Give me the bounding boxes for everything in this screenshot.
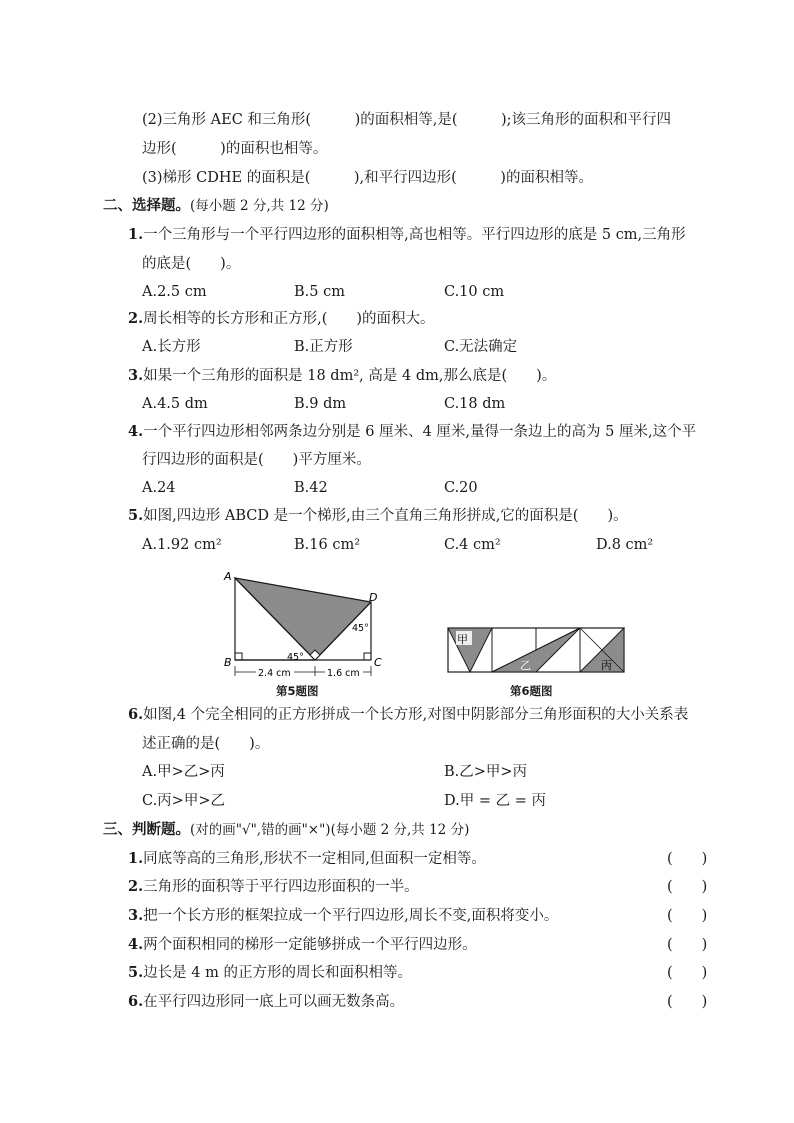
- q-text: 如果一个三角形的面积是 18 dm², 高是 4 dm,那么底是( )。: [143, 368, 557, 384]
- choice-q1-line2: 的底是( )。: [142, 256, 241, 272]
- option[interactable]: C.10 cm: [444, 284, 505, 300]
- q-num: 1.: [128, 226, 144, 243]
- label-yi: 乙: [520, 659, 531, 672]
- choice-q6-line2: 述正确的是( )。: [142, 736, 270, 752]
- q-text: 同底等高的三角形,形状不一定相同,但面积一定相等。: [143, 851, 486, 867]
- section3-header: [103, 820, 469, 840]
- choice-q6-line1: [128, 705, 688, 725]
- right-angle-mark: [364, 653, 371, 660]
- figure-6-caption: 第6题图: [510, 684, 553, 698]
- answer-paren[interactable]: ( ): [667, 879, 708, 895]
- option[interactable]: A.2.5 cm: [142, 284, 207, 300]
- answer-paren[interactable]: ( ): [667, 965, 708, 981]
- figure-5: [218, 568, 390, 680]
- label-c: C: [374, 656, 382, 669]
- option[interactable]: C.20: [444, 480, 478, 496]
- option[interactable]: A.1.92 cm²: [142, 537, 222, 553]
- angle-label: 45°: [352, 623, 369, 634]
- choice-q5-line1: [128, 506, 628, 526]
- q-text: 边长是 4 m 的正方形的周长和面积相等。: [143, 965, 412, 981]
- judge-q2: [128, 877, 419, 897]
- judge-q4: [128, 935, 477, 955]
- judge-q6: [128, 992, 404, 1012]
- q-text: 一个三角形与一个平行四边形的面积相等,高也相等。平行四边形的底是 5 cm,三角形: [143, 227, 686, 243]
- label-a: A: [224, 570, 232, 583]
- angle-label: 45°: [287, 652, 304, 663]
- q3-line: (3)梯形 CDHE 的面积是( ),和平行四边形( )的面积相等。: [142, 170, 593, 186]
- q-num: 1.: [128, 850, 144, 867]
- q-num: 4.: [128, 423, 144, 440]
- q-num: 2.: [128, 310, 144, 327]
- option[interactable]: A.4.5 dm: [142, 396, 208, 412]
- q2-line2: 边形( )的面积也相等。: [142, 141, 328, 157]
- option[interactable]: C.18 dm: [444, 396, 506, 412]
- choice-q1-line1: [128, 225, 686, 245]
- section2-hint: (每小题 2 分,共 12 分): [190, 198, 329, 214]
- option[interactable]: B.5 cm: [294, 284, 345, 300]
- judge-q5: [128, 963, 412, 983]
- q-num: 4.: [128, 936, 144, 953]
- option[interactable]: A.甲>乙>丙: [142, 764, 225, 780]
- q-text: 在平行四边形同一底上可以画无数条高。: [143, 994, 405, 1010]
- label-bing: 丙: [601, 659, 612, 672]
- option[interactable]: A.24: [142, 480, 176, 496]
- q-text: 一个平行四边形相邻两条边分别是 6 厘米、4 厘米,量得一条边上的高为 5 厘米,这个平: [143, 424, 697, 440]
- choice-q4-line2: 行四边形的面积是( )平方厘米。: [142, 452, 371, 468]
- section2-number: 二、: [103, 197, 132, 214]
- label-jia: 甲: [457, 633, 468, 646]
- q-num: 3.: [128, 367, 144, 384]
- option[interactable]: C.无法确定: [444, 339, 518, 355]
- option[interactable]: C.4 cm²: [444, 537, 501, 553]
- answer-paren[interactable]: ( ): [667, 851, 708, 867]
- q-num: 5.: [128, 507, 144, 524]
- q-num: 6.: [128, 993, 144, 1010]
- section3-number: 三、: [103, 821, 132, 838]
- judge-q3: [128, 906, 558, 926]
- answer-paren[interactable]: ( ): [667, 937, 708, 953]
- q-text: 两个面积相同的梯形一定能够拼成一个平行四边形。: [143, 937, 477, 953]
- option[interactable]: B.42: [294, 480, 328, 496]
- q-text: 周长相等的长方形和正方形,( )的面积大。: [143, 311, 435, 327]
- section3-hint: (对的画"√",错的画"×")(每小题 2 分,共 12 分): [190, 822, 470, 838]
- option[interactable]: A.长方形: [142, 339, 201, 355]
- q-text: 如图,4 个完全相同的正方形拼成一个长方形,对图中阴影部分三角形面积的大小关系表: [143, 707, 689, 723]
- q2-line1: (2)三角形 AEC 和三角形( )的面积相等,是( );该三角形的面积和平行四: [142, 112, 672, 128]
- option[interactable]: B.9 dm: [294, 396, 347, 412]
- q-text: 如图,四边形 ABCD 是一个梯形,由三个直角三角形拼成,它的面积是( )。: [143, 508, 628, 524]
- option[interactable]: B.16 cm²: [294, 537, 361, 553]
- option[interactable]: D.甲 = 乙 = 丙: [444, 793, 546, 809]
- q-num: 2.: [128, 878, 144, 895]
- section3-title: 判断题。: [132, 821, 190, 838]
- option[interactable]: D.8 cm²: [596, 537, 654, 553]
- length-label: 1.6 cm: [327, 668, 360, 679]
- answer-paren[interactable]: ( ): [667, 994, 708, 1010]
- section2-header: [103, 196, 329, 216]
- q-num: 3.: [128, 907, 144, 924]
- label-b: B: [224, 656, 232, 669]
- option[interactable]: C.丙>甲>乙: [142, 793, 225, 809]
- choice-q3-line1: [128, 366, 556, 386]
- answer-paren[interactable]: ( ): [667, 908, 708, 924]
- choice-q2-line1: [128, 309, 435, 329]
- section2-title: 选择题。: [132, 197, 190, 214]
- option[interactable]: B.正方形: [294, 339, 353, 355]
- q-text: 把一个长方形的框架拉成一个平行四边形,周长不变,面积将变小。: [143, 908, 559, 924]
- figure-5-caption: 第5题图: [276, 684, 319, 698]
- right-angle-mark: [235, 653, 242, 660]
- choice-q4-line1: [128, 422, 696, 442]
- q-num: 5.: [128, 964, 144, 981]
- figure-6: [446, 626, 626, 674]
- length-label: 2.4 cm: [258, 668, 291, 679]
- judge-q1: [128, 849, 486, 869]
- option[interactable]: B.乙>甲>丙: [444, 764, 528, 780]
- label-d: D: [369, 591, 378, 604]
- q-text: 三角形的面积等于平行四边形面积的一半。: [143, 879, 419, 895]
- q-num: 6.: [128, 706, 144, 723]
